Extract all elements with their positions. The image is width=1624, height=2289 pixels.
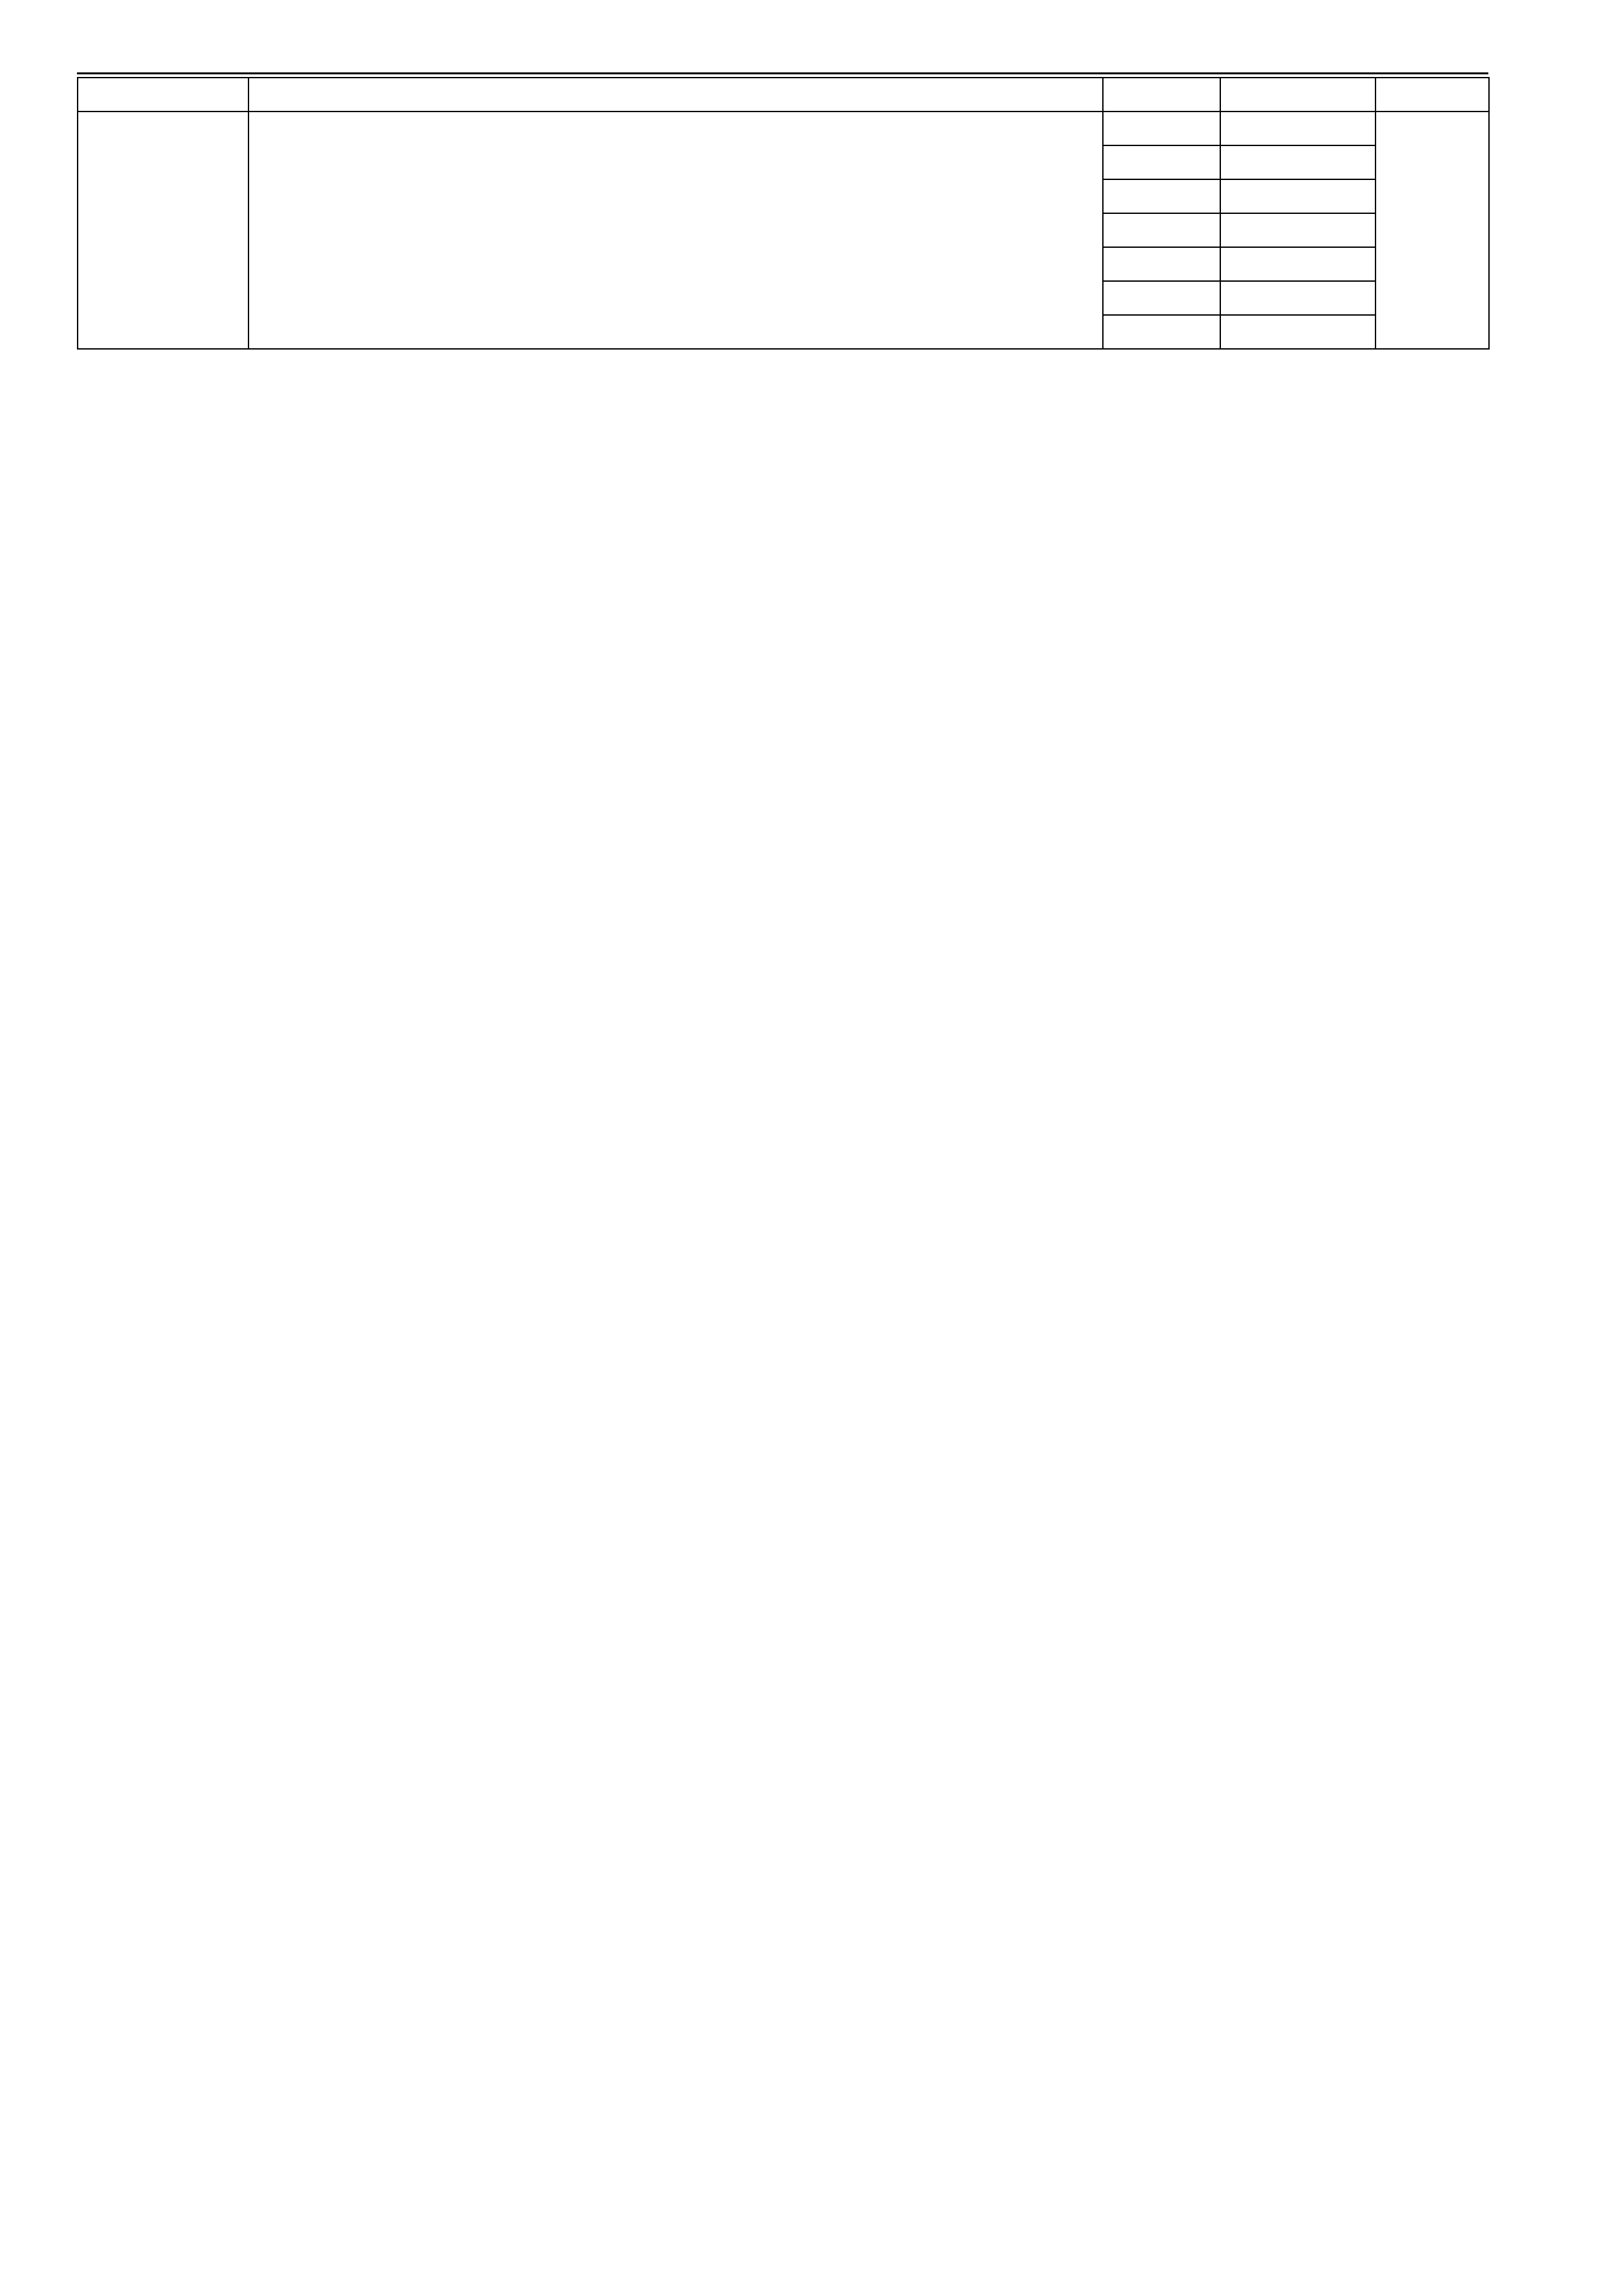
price-value [1220,112,1376,145]
zone-code [1103,179,1220,213]
column-number [1103,78,1220,112]
column-number [1376,78,1489,112]
zone-code [1103,247,1220,281]
column-number [248,78,1103,112]
price-table [77,77,1490,350]
column-number [78,78,248,112]
price-value [1220,315,1376,349]
zone-code [1103,213,1220,247]
price-value [1220,145,1376,179]
price-value [1220,179,1376,213]
blank-cell [78,112,248,349]
column-number [1220,78,1376,112]
zone-code [1103,145,1220,179]
zone-code [1103,315,1220,349]
zone-code [1103,112,1220,145]
blank-cell [1376,112,1489,349]
price-table-body [78,78,1489,349]
header-rule [77,72,1488,74]
price-value [1220,247,1376,281]
column-number-row [78,78,1489,112]
zone-code [1103,281,1220,315]
blank-cell [248,112,1103,349]
table-row [78,112,1489,145]
price-value [1220,281,1376,315]
price-value [1220,213,1376,247]
